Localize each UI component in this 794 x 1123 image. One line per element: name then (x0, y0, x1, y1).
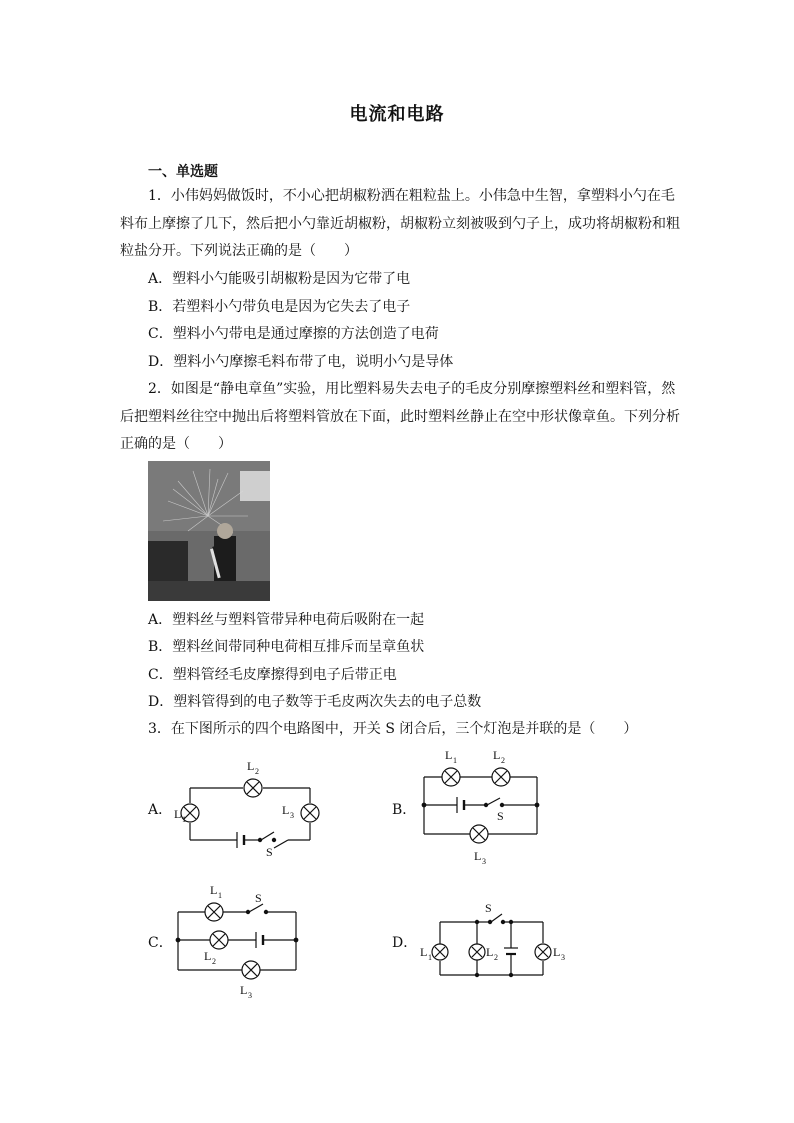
svg-text:S: S (485, 901, 492, 915)
circuit-diagram-c (168, 880, 308, 1009)
q1-line-3: 粒盐分开。下列说法正确的是（ ） (120, 243, 358, 259)
q1-option-c: C．塑料小勺带电是通过摩擦的方法创造了电荷 (148, 326, 439, 342)
electrostatic-octopus-photo (148, 461, 270, 601)
q1-line-1: 1．小伟妈妈做饭时，不小心把胡椒粉洒在粗粒盐上。小伟急中生智，拿塑料小勺在毛 (148, 188, 675, 204)
svg-text:L: L (174, 807, 182, 821)
svg-text:L: L (204, 949, 212, 963)
svg-text:1: 1 (428, 953, 432, 962)
q2-option-b: B．塑料丝间带同种电荷相互排斥而呈章鱼状 (148, 639, 425, 655)
q3-option-d-label: D． (392, 935, 418, 951)
svg-text:L: L (420, 945, 428, 959)
q2-option-a: A．塑料丝与塑料管带异种电荷后吸附在一起 (148, 612, 425, 628)
svg-text:3: 3 (482, 857, 486, 866)
svg-text:S: S (497, 809, 504, 823)
svg-text:L: L (282, 803, 290, 817)
circuit-diagram-d (415, 900, 575, 989)
circuit-diagram-b (412, 742, 552, 876)
svg-text:2: 2 (212, 957, 216, 966)
q2-line-1: 2．如图是“静电章鱼”实验，用比塑料易失去电子的毛皮分别摩擦塑料丝和塑料管，然 (148, 381, 676, 397)
circuit-diagram-a (160, 750, 335, 869)
q2-option-c: C．塑料管经毛皮摩擦得到电子后带正电 (148, 667, 397, 683)
q3-option-a-label: A． (148, 802, 173, 818)
svg-text:L: L (553, 945, 561, 959)
q3-option-b-label: B． (392, 802, 417, 818)
svg-text:2: 2 (501, 756, 505, 765)
section-heading: 一、单选题 (148, 164, 218, 180)
svg-text:L: L (493, 748, 501, 762)
lamp-label: L (247, 759, 255, 773)
q1-option-b: B．若塑料小勺带负电是因为它失去了电子 (148, 299, 411, 315)
svg-text:L: L (210, 883, 218, 897)
q1-option-d: D．塑料小勺摩擦毛料布带了电，说明小勺是导体 (148, 354, 454, 370)
svg-text:2: 2 (494, 953, 498, 962)
svg-text:S: S (255, 891, 262, 905)
q2-option-d: D．塑料管得到的电子数等于毛皮两次失去的电子总数 (148, 694, 482, 710)
svg-text:3: 3 (248, 991, 252, 1000)
q1-option-a: A．塑料小勺能吸引胡椒粉是因为它带了电 (148, 271, 411, 287)
svg-text:L: L (445, 748, 453, 762)
svg-text:1: 1 (218, 891, 222, 900)
q3-option-c-label: C． (148, 935, 173, 951)
svg-text:S: S (266, 845, 273, 859)
q3-line: 3．在下图所示的四个电路图中，开关 S 闭合后，三个灯泡是并联的是（ ） (148, 721, 638, 737)
svg-text:3: 3 (290, 811, 294, 820)
page-title: 电流和电路 (349, 104, 445, 125)
svg-text:3: 3 (561, 953, 565, 962)
svg-text:1: 1 (182, 815, 186, 824)
svg-text:L: L (474, 849, 482, 863)
q1-line-2: 料布上摩擦了几下，然后把小勺靠近胡椒粉，胡椒粉立刻被吸到勺子上，成功将胡椒粉和粗 (120, 216, 680, 232)
q2-line-3: 正确的是（ ） (120, 436, 232, 452)
q2-line-2: 后把塑料丝往空中抛出后将塑料管放在下面，此时塑料丝静止在空中形状像章鱼。下列分析 (120, 409, 680, 425)
svg-text:1: 1 (453, 756, 457, 765)
svg-text:L: L (240, 983, 248, 997)
svg-text:2: 2 (255, 767, 259, 776)
svg-text:L: L (486, 945, 494, 959)
